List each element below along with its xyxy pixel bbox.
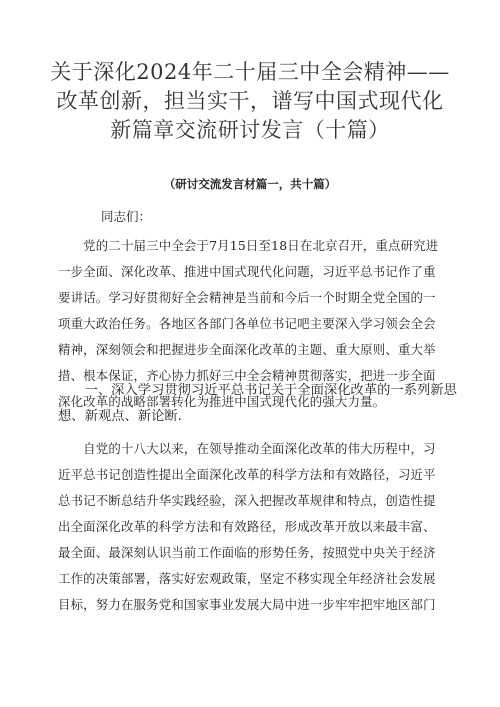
paragraph-line: 目标，努力在服务党和国家事业发展大局中进一步牢牢把牢地区部门	[58, 597, 436, 612]
paragraph-line: 精神，深刻领会和把握进步全面深化改革的主题、重大原则、重大举	[58, 342, 436, 357]
paragraph-section-1	[58, 436, 443, 618]
title-line: 新篇章交流研讨发言（十篇）	[110, 118, 390, 142]
paragraph-line: 深化改革的战略部署转化为推进中国式现代化的强大力量。	[58, 394, 386, 409]
salutation: 同志们：	[101, 209, 152, 224]
paragraph-line: 要讲话。学习好贯彻好全会精神是当前和今后一个时期全党全国的一	[58, 290, 436, 305]
paragraph-line: 一步全面、深化改革、推进中国式现代化问题，习近平总书记作了重	[58, 264, 436, 279]
section-heading-1	[58, 378, 458, 430]
title-line: 关于深化2024年二十届三中全会精神——	[50, 60, 450, 84]
document-title	[40, 58, 460, 145]
paragraph-line: 项重大政治任务。各地区各部门各单位书记吧主要深入学习领会全会	[58, 316, 436, 331]
paragraph-line: 总书记不断总结升华实践经验，深入把握改革规律和特点，创造性提	[58, 493, 436, 508]
paragraph-line: 近平总书记创造性提出全面深化改革的科学方法和有效路径，习近平	[58, 467, 436, 482]
paragraph-line: 最全面、最深刻认识当前工作面临的形势任务，按照党中央关于经济	[58, 545, 436, 560]
paragraph-line: 措、根本保证，齐心协力抓好三中全会精神贯彻落实，把进一步全面	[58, 368, 436, 383]
heading-line: 想、新观点、新论断.	[58, 409, 182, 424]
paragraph-line: 工作的决策部署，落实好宏观政策，坚定不移实现全年经济社会发展	[58, 571, 436, 586]
document-subtitle: （研讨交流发言材篇一，共十篇）	[163, 177, 337, 191]
title-line: 改革创新，担当实干，谱写中国式现代化	[56, 89, 444, 113]
paragraph-line: 出全面深化改革的科学方法和有效路径，形成改革开放以来最丰富、	[58, 519, 436, 534]
paragraph-line: 党的二十届三中全会于7月15日至18日在北京召开，重点研究进	[58, 238, 439, 253]
heading-line: 一、深入学习贯彻习近平总书记关于全面深化改革的一系列新思	[58, 383, 457, 398]
paragraph-line: 自党的十八大以来，在领导推动全面深化改革的伟大历程中，习	[58, 441, 436, 456]
